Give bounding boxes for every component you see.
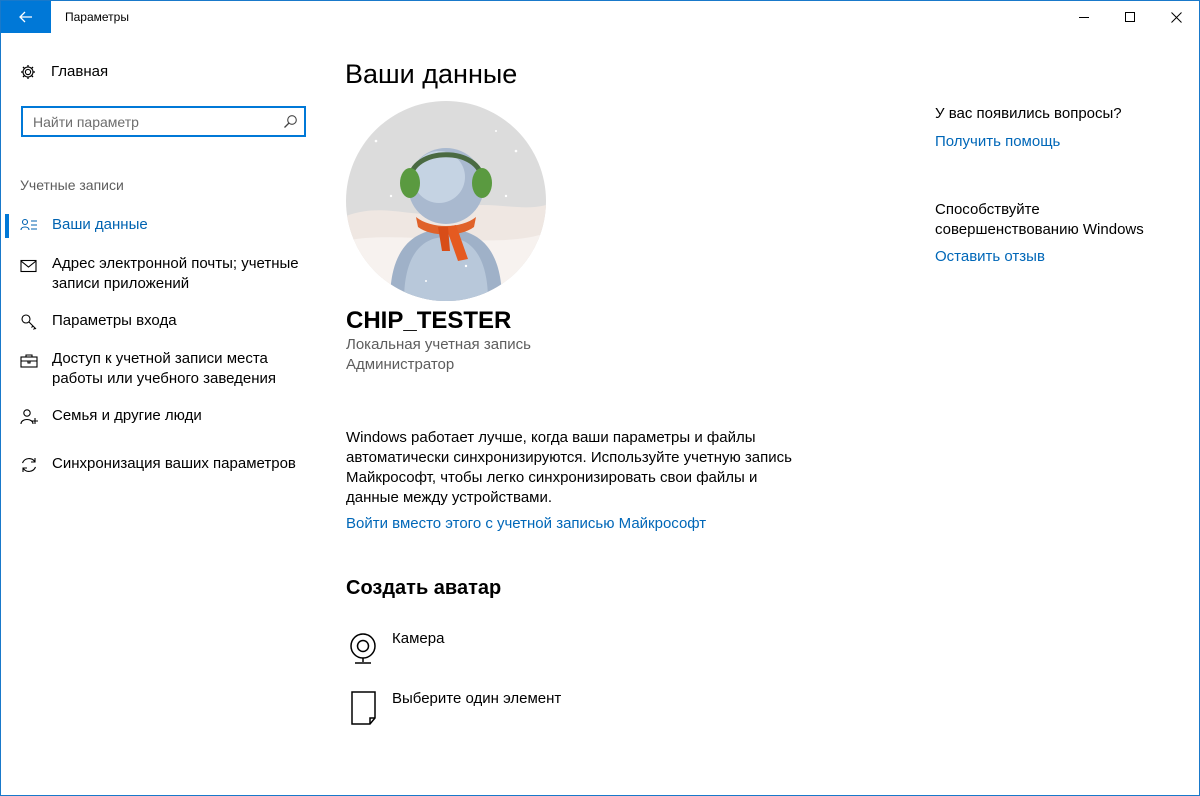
minimize-button[interactable]	[1061, 1, 1107, 33]
camera-option[interactable]	[345, 630, 545, 666]
briefcase-icon	[20, 352, 38, 370]
search-input[interactable]	[23, 108, 273, 135]
sidebar-item-email[interactable]	[1, 254, 323, 294]
home-label: Главная	[51, 63, 109, 80]
person-add-icon	[20, 408, 38, 426]
sidebar-item-label: Доступ к учетной записи места работы или учебного заведения	[52, 350, 277, 387]
account-role: Администратор	[346, 356, 455, 373]
sidebar-item-label: Ваши данные	[52, 216, 148, 233]
snowman-avatar-icon	[346, 101, 546, 301]
sync-icon	[20, 456, 38, 474]
main-content	[345, 33, 905, 795]
back-arrow-icon	[19, 11, 33, 23]
search-icon[interactable]	[283, 114, 298, 129]
account-type: Локальная учетная запись	[346, 336, 531, 353]
get-help-link[interactable]: Получить помощь	[935, 133, 1061, 150]
username: CHIP_TESTER	[346, 307, 512, 334]
sidebar-item-sync[interactable]	[1, 454, 323, 478]
browse-label: Выберите один элемент	[392, 690, 562, 707]
camera-label: Камера	[392, 630, 445, 647]
person-list-icon	[20, 217, 38, 235]
window-title: Параметры	[65, 10, 129, 24]
title-bar	[1, 1, 1199, 33]
create-avatar-heading: Создать аватар	[346, 577, 502, 599]
sidebar-item-label: Синхронизация ваших параметров	[52, 455, 296, 472]
home-link[interactable]	[20, 63, 108, 80]
mail-icon	[20, 257, 38, 275]
sidebar-item-sign-in-options[interactable]	[1, 311, 323, 335]
section-label: Учетные записи	[20, 177, 124, 193]
search-box[interactable]	[21, 106, 306, 137]
sidebar-item-label: Семья и другие люди	[52, 407, 202, 424]
question-text: У вас появились вопросы?	[935, 105, 1122, 122]
close-button[interactable]	[1153, 1, 1199, 33]
back-button[interactable]	[1, 1, 51, 33]
close-icon	[1171, 12, 1182, 23]
maximize-icon	[1125, 12, 1135, 22]
avatar	[346, 101, 546, 301]
sidebar-item-label: Параметры входа	[52, 312, 177, 329]
microsoft-signin-link[interactable]: Войти вместо этого с учетной записью Майкрософт	[346, 515, 707, 532]
browse-file-icon	[345, 690, 381, 726]
gear-icon	[20, 64, 36, 80]
feedback-link[interactable]: Оставить отзыв	[935, 248, 1045, 265]
sidebar-item-family[interactable]	[1, 406, 323, 430]
improve-windows-text: Способствуйте совершенствованию Windows	[935, 201, 1144, 238]
camera-icon	[345, 630, 381, 666]
minimize-icon	[1079, 12, 1089, 22]
key-icon	[20, 313, 38, 331]
page-title: Ваши данные	[345, 59, 518, 89]
sidebar-item-work-access[interactable]	[1, 349, 323, 389]
sync-info-text: Windows работает лучше, когда ваши параметры и файлы автоматически синхронизируются. Используйте учетную запись Майкрософт, чтобы легко синхронизировать свои файлы и данные между устройствами.	[346, 429, 792, 506]
sidebar	[1, 33, 323, 795]
sidebar-item-your-info[interactable]	[1, 215, 323, 239]
sidebar-item-label: Адрес электронной почты; учетные записи приложений	[52, 255, 299, 292]
browse-option[interactable]	[345, 690, 605, 726]
maximize-button[interactable]	[1107, 1, 1153, 33]
